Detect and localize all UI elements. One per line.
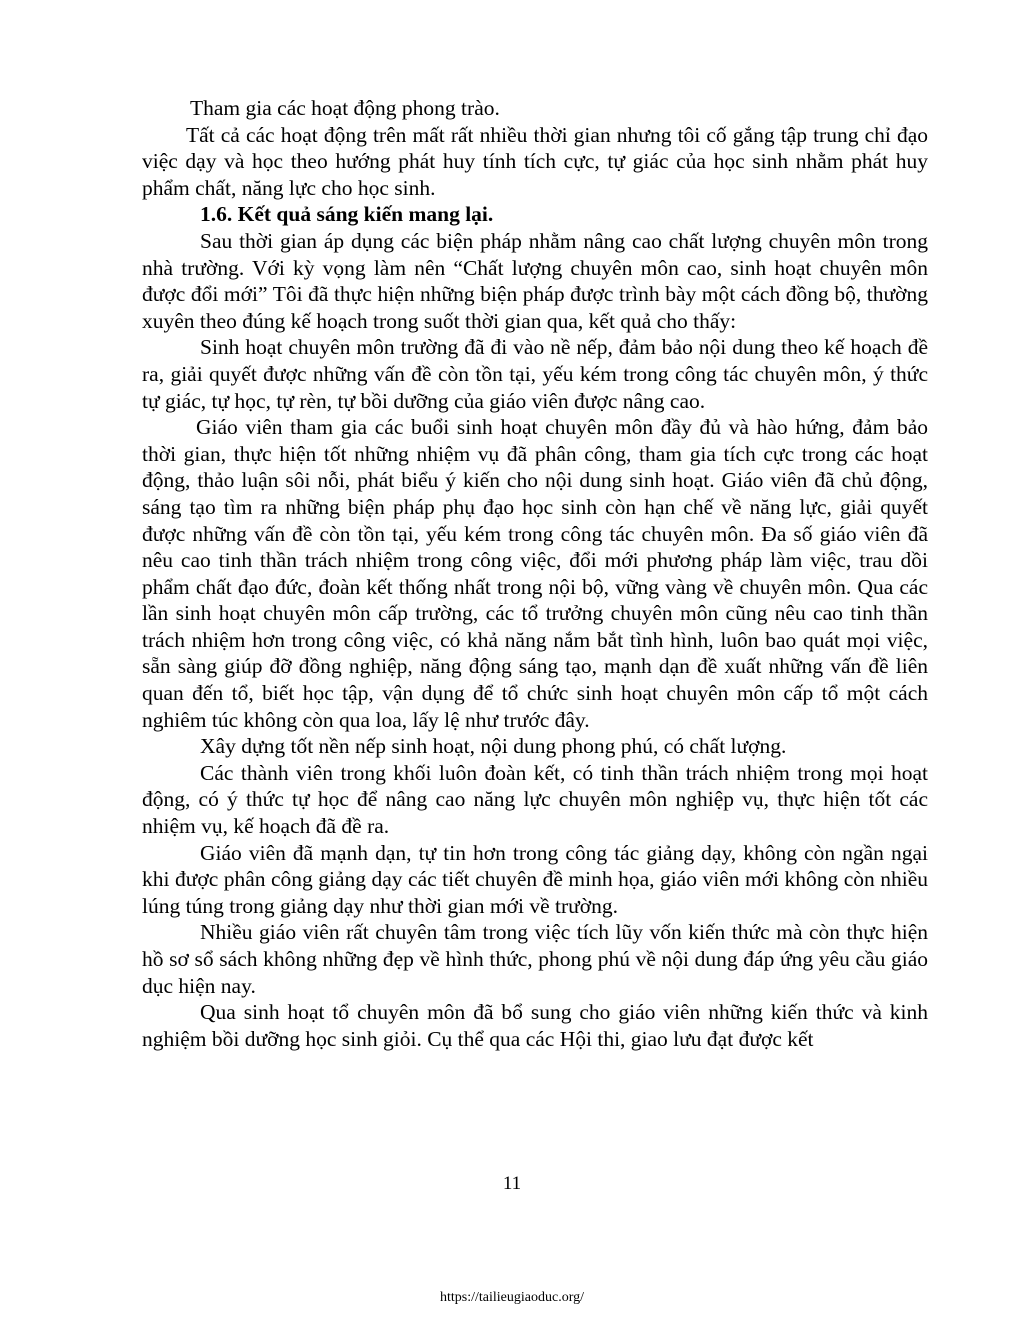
body-paragraph: Qua sinh hoạt tổ chuyên môn đã bổ sung cho giáo viên những kiến thức và kinh nghiệm bồi dưỡng học sinh giỏi. Cụ thể qua các Hội thi, giao lưu đạt được kết	[142, 1000, 928, 1051]
body-paragraph: Sinh hoạt chuyên môn trường đã đi vào nề nếp, đảm bảo nội dung theo kế hoạch đề ra, giải quyết được những vấn đề còn tồn tại, yếu kém trong công tác chuyên môn, ý thức tự giác, tự học, tự rèn, tự bồi dưỡng của giáo viên được nâng cao.	[142, 335, 928, 413]
body-paragraph: Các thành viên trong khối luôn đoàn kết, có tinh thần trách nhiệm trong mọi hoạt động, có ý thức tự học để nâng cao năng lực chuyên môn nghiệp vụ, thực hiện tốt các nhiệm vụ, kế hoạch đã đề ra.	[142, 760, 928, 839]
page-number: 11	[502, 1173, 522, 1194]
body-paragraph: Tất cả các hoạt động trên mất rất nhiều thời gian nhưng tôi cố gắng tập trung chỉ đạo việc dạy và học theo hướng phát huy tính tích cực, tự giác của học sinh nhằm phát huy phẩm chất, năng lực cho học sinh.	[142, 122, 928, 200]
footer-url: https://tailieugiaoduc.org/	[440, 1290, 584, 1305]
body-paragraph: Xây dựng tốt nền nếp sinh hoạt, nội dung phong phú, có chất lượng.	[200, 734, 787, 759]
body-paragraph: Giáo viên đã mạnh dạn, tự tin hơn trong công tác giảng dạy, không còn ngần ngại khi được phân công giảng dạy các tiết chuyên đề minh họa, giáo viên mới không còn nhiều lúng túng trong giảng dạy như thời gian mới về trường.	[142, 840, 928, 918]
body-paragraph: Sau thời gian áp dụng các biện pháp nhằm nâng cao chất lượng chuyên môn trong nhà trường. Với kỳ vọng làm nên “Chất lượng chuyên môn cao, sinh hoạt chuyên môn được đổi mới” Tôi đã thực hiện những biện pháp được trình bày một cách đồng bộ, thường xuyên theo đúng kế hoạch trong suốt thời gian qua, kết quả cho thấy:	[142, 228, 928, 333]
body-paragraph: Nhiều giáo viên rất chuyên tâm trong việc tích lũy vốn kiến thức mà còn thực hiện hồ sơ sổ sách không những đẹp về hình thức, phong phú về nội dung đáp ứng yêu cầu giáo dục hiện nay.	[142, 920, 928, 998]
document-body	[142, 95, 928, 1052]
body-paragraph: Giáo viên tham gia các buổi sinh hoạt chuyên môn đầy đủ và hào hứng, đảm bảo thời gian, thực hiện tốt những nhiệm vụ đã phân công, tham gia tích cực trong các hoạt động, thảo luận sôi nỗi, phát biểu ý kiến cho nội dung sinh hoạt. Giáo viên đã chủ động, sáng tạo tìm ra những biện pháp phụ đạo học sinh còn hạn chế về năng lực, giải quyết được những vấn đề còn tồn tại, yếu kém trong công tác chuyên môn. Đa số giáo viên đã nêu cao tinh thần trách nhiệm trong công việc, đổi mới phương pháp làm việc, trau dồi phẩm chất đạo đức, đoàn kết thống nhất trong nội bộ, vững vàng về chuyên môn. Qua các lần sinh hoạt chuyên môn cấp trường, các tổ trưởng chuyên môn cũng nêu cao tinh thần trách nhiệm hơn trong công việc, có khả năng nắm bắt tình hình, luôn bao quát mọi việc, sẵn sàng giúp đỡ đồng nghiệp, năng động sáng tạo, mạnh dạn đề xuất những vấn đề liên quan đến tổ, biết học tập, vận dụng để tổ chức sinh hoạt chuyên môn cấp tổ một cách nghiêm túc không còn qua loa, lấy lệ như trước đây.	[142, 415, 928, 732]
section-heading: 1.6. Kết quả sáng kiến mang lại.	[200, 202, 494, 227]
body-paragraph: Tham gia các hoạt động phong trào.	[190, 96, 500, 120]
